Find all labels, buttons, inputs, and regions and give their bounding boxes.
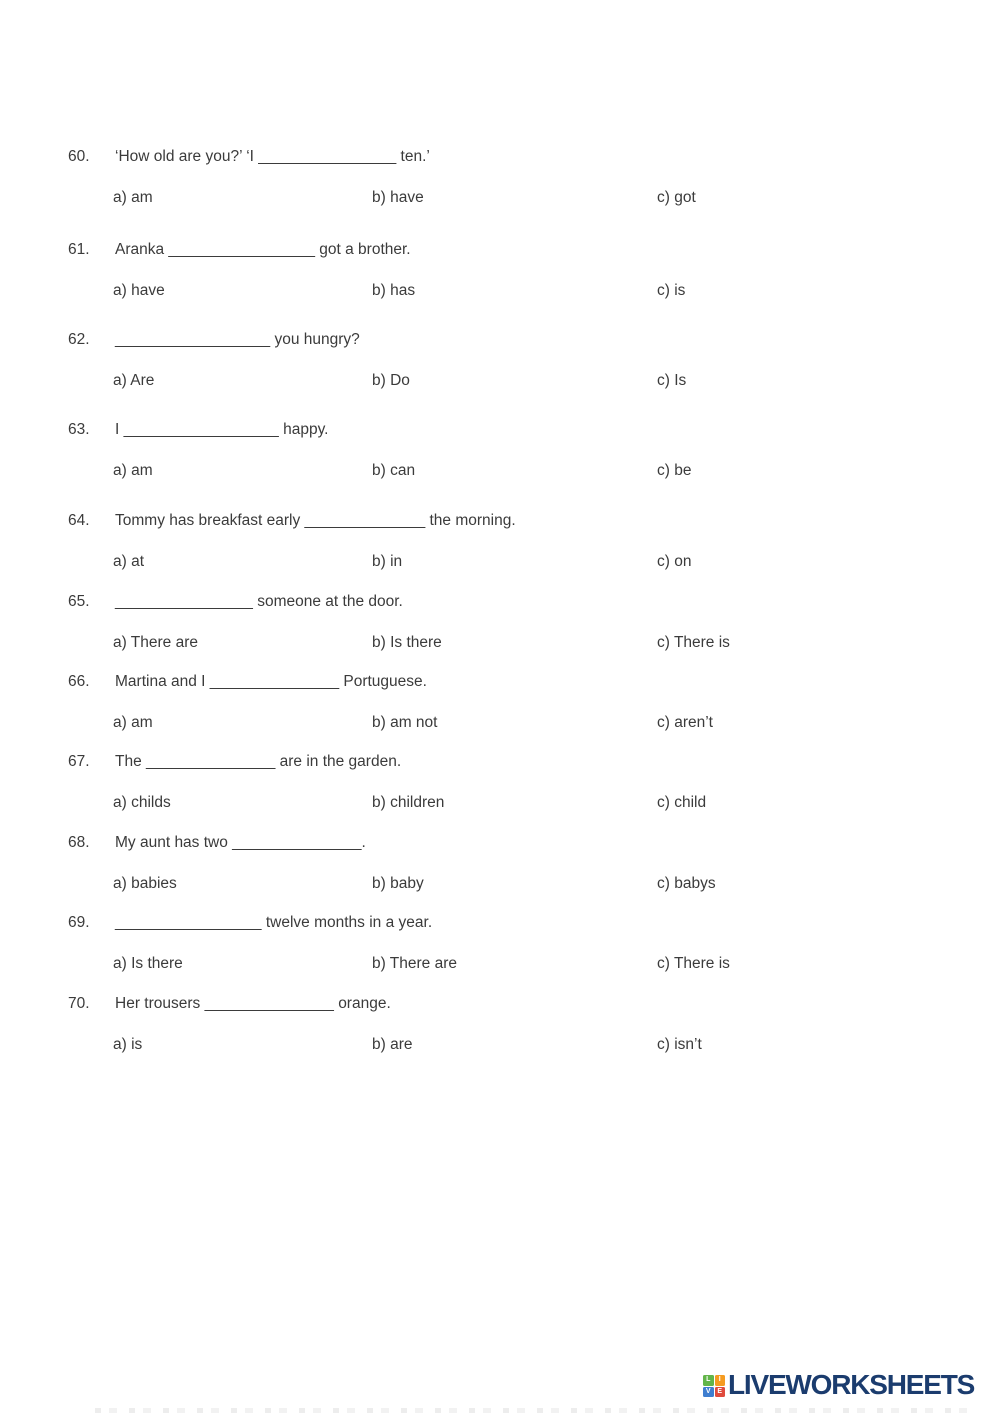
question-text: ‘How old are you?’ ‘I ________________ ten.’ [115,148,430,165]
option-a[interactable]: a) am [113,189,153,206]
option-a[interactable]: a) is [113,1036,143,1053]
options-row [0,713,1000,733]
option-b[interactable]: b) in [372,553,403,570]
option-b[interactable]: b) has [372,282,416,299]
option-a[interactable]: a) There are [113,634,199,651]
logo-tile-v: V [703,1387,714,1398]
question-number: 64. [68,512,90,529]
logo-tile-e: E [715,1387,726,1398]
question-61 [0,240,1000,302]
question-70 [0,994,1000,1056]
question-number: 60. [68,148,90,165]
question-68 [0,833,1000,895]
option-a[interactable]: a) at [113,553,145,570]
options-row [0,1035,1000,1055]
question-text: ________________ someone at the door. [115,593,403,610]
options-row [0,371,1000,391]
option-c[interactable]: c) be [657,462,692,479]
option-c[interactable]: c) got [657,189,696,206]
question-text: Her trousers _______________ orange. [115,995,391,1012]
question-69 [0,913,1000,975]
option-a[interactable]: a) Is there [113,955,183,972]
options-row [0,954,1000,974]
question-60 [0,147,1000,209]
question-65 [0,592,1000,654]
option-b[interactable]: b) Do [372,372,410,389]
options-row [0,793,1000,813]
options-row [0,188,1000,208]
option-c[interactable]: c) is [657,282,686,299]
option-a[interactable]: a) Are [113,372,155,389]
question-number: 62. [68,331,90,348]
option-b[interactable]: b) children [372,794,445,811]
option-c[interactable]: c) isn’t [657,1036,702,1053]
options-row [0,633,1000,653]
option-b[interactable]: b) have [372,189,424,206]
question-67 [0,752,1000,814]
options-row [0,874,1000,894]
question-text: Tommy has breakfast early ______________ the morning. [115,512,516,529]
question-number: 66. [68,673,90,690]
question-text: I __________________ happy. [115,421,329,438]
question-number: 65. [68,593,90,610]
question-number: 70. [68,995,90,1012]
question-64 [0,511,1000,573]
question-text: The _______________ are in the garden. [115,753,402,770]
question-text: __________________ you hungry? [115,331,360,348]
option-b[interactable]: b) baby [372,875,424,892]
option-a[interactable]: a) am [113,714,153,731]
option-c[interactable]: c) babys [657,875,716,892]
liveworksheets-wordmark: LIVEWORKSHEETS [728,1369,975,1400]
question-66 [0,672,1000,734]
question-63 [0,420,1000,482]
option-b[interactable]: b) are [372,1036,413,1053]
logo-tile-l: L [703,1375,714,1386]
option-c[interactable]: c) Is [657,372,687,389]
option-c[interactable]: c) aren’t [657,714,713,731]
question-number: 67. [68,753,90,770]
question-number: 61. [68,241,90,258]
option-b[interactable]: b) Is there [372,634,442,651]
option-a[interactable]: a) have [113,282,165,299]
option-c[interactable]: c) on [657,553,692,570]
question-text: Martina and I _______________ Portuguese. [115,673,427,690]
options-row [0,281,1000,301]
option-c[interactable]: c) There is [657,955,730,972]
question-text: _________________ twelve months in a year. [115,914,433,931]
options-row [0,461,1000,481]
option-a[interactable]: a) childs [113,794,171,811]
question-number: 68. [68,834,90,851]
question-number: 63. [68,421,90,438]
option-c[interactable]: c) There is [657,634,730,651]
options-row [0,552,1000,572]
question-number: 69. [68,914,90,931]
question-text: My aunt has two _______________. [115,834,366,851]
cut-off-text-artifact [95,1408,970,1413]
liveworksheets-logo[interactable] [703,1369,975,1400]
logo-tile-i: I [715,1375,726,1386]
option-c[interactable]: c) child [657,794,707,811]
option-b[interactable]: b) am not [372,714,438,731]
option-b[interactable]: b) can [372,462,416,479]
question-62 [0,330,1000,392]
question-text: Aranka _________________ got a brother. [115,241,411,258]
option-a[interactable]: a) am [113,462,153,479]
liveworksheets-tiles-icon [703,1375,725,1397]
option-a[interactable]: a) babies [113,875,177,892]
option-b[interactable]: b) There are [372,955,458,972]
